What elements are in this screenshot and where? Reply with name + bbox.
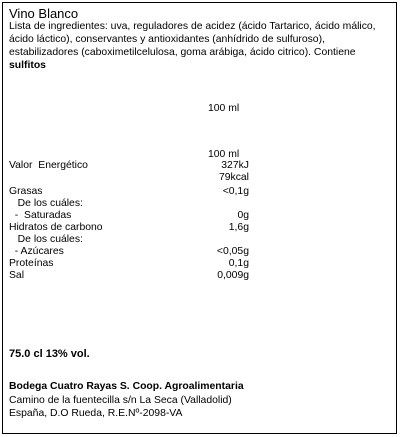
label-frame bbox=[2, 2, 397, 434]
ingredients-text: Lista de ingredientes: uva, reguladores de acidez (ácido Tartarico, ácido málico, ácido láctico), conservantes y antioxidantes (anhídrido de sulfuroso), estabilizadores (caboximetilcelulosa, goma arábiga, ácido citrico). Contiene bbox=[9, 21, 376, 58]
nutrient-label: - Azúcares bbox=[9, 246, 64, 257]
nutrient-label: Sal bbox=[9, 270, 25, 281]
nutrition-row-fat-of-which bbox=[9, 198, 249, 210]
nutrition-row-saturated bbox=[9, 210, 249, 222]
nutrient-value: 0,1g bbox=[228, 258, 249, 269]
product-name: Vino Blanco bbox=[9, 6, 79, 21]
volume-alcohol: 75.0 cl 13% vol. bbox=[9, 348, 90, 360]
nutrient-value: 1,6g bbox=[228, 222, 249, 233]
nutrition-row-salt bbox=[9, 270, 249, 282]
nutrient-label: Proteínas bbox=[9, 258, 54, 269]
nutrition-row-fat bbox=[9, 186, 249, 198]
producer-name: Bodega Cuatro Rayas S. Coop. Agroalimentaria bbox=[9, 381, 244, 392]
nutrient-label: Hidratos de carbono bbox=[9, 222, 103, 233]
nutrient-label: Grasas bbox=[9, 186, 43, 197]
producer-address-line1: Camino de la fuentecilla s/n La Seca (Valladolid) bbox=[9, 395, 232, 406]
nutrient-value: 327kJ bbox=[221, 160, 249, 171]
nutrient-value: 0,009g bbox=[217, 270, 249, 281]
nutrient-label: - Saturadas bbox=[9, 210, 72, 221]
nutrition-row-carbohydrates bbox=[9, 222, 249, 234]
nutrition-row-sugars bbox=[9, 246, 249, 258]
nutrient-label: De los cuáles: bbox=[9, 198, 83, 209]
nutrient-label: De los cuáles: bbox=[9, 234, 83, 245]
allergen-text: sulfitos bbox=[9, 60, 46, 71]
ingredients-list bbox=[9, 20, 394, 72]
serving-header: 100 ml bbox=[208, 149, 240, 160]
nutrition-row-carbs-of-which bbox=[9, 234, 249, 246]
producer-address-line2: España, D.O Rueda, R.E.Nº-2098-VA bbox=[9, 408, 183, 419]
nutrient-value: <0,05g bbox=[216, 246, 249, 257]
nutrient-value: 0g bbox=[237, 210, 249, 221]
nutrient-value: 79kcal bbox=[218, 172, 249, 183]
serving-header-top: 100 ml bbox=[208, 103, 240, 114]
nutrition-row-energy-kcal bbox=[9, 172, 249, 184]
nutrient-value: <0,1g bbox=[222, 186, 249, 197]
nutrition-row-energy bbox=[9, 160, 249, 172]
nutrition-row-protein bbox=[9, 258, 249, 270]
nutrient-label: Valor Energético bbox=[9, 160, 88, 171]
